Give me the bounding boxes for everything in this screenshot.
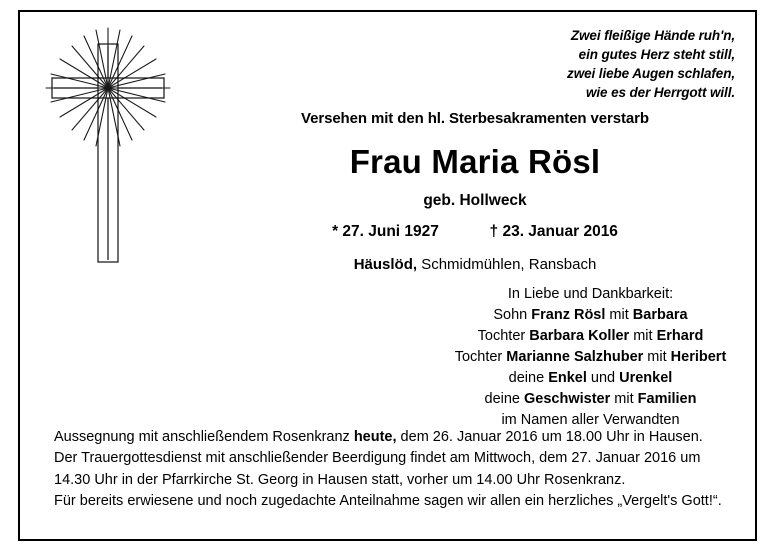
birth-date: * 27. Juni 1927 [332, 223, 439, 240]
thanks-paragraph: Für bereits erwiesene und noch zugedachte Anteilnahme sagen wir allen ein herzliches „Vergelt's Gott!“. [54, 492, 722, 509]
family-2-mid: mit [643, 349, 671, 366]
place-primary: Häuslöd, [353, 256, 418, 273]
verse-line-2: ein gutes Herz steht still, [578, 47, 735, 63]
family-intro: In Liebe und Dankbarkeit: [507, 286, 674, 302]
verse-line-4: wie es der Herrgott will. [585, 85, 735, 101]
family-0-partner: Barbara [632, 307, 688, 324]
family-2-name: Marianne Salzhuber [506, 349, 644, 366]
family-line-daughter-1 [418, 326, 763, 347]
family-3-pre: deine [508, 370, 549, 387]
deceased-block [210, 110, 740, 273]
family-1-name: Barbara Koller [529, 328, 630, 345]
verse-block [567, 26, 735, 103]
family-3-partner: Urenkel [619, 370, 673, 387]
service-details-block [54, 427, 725, 512]
family-4-name: Geschwister [524, 391, 611, 408]
obituary-notice-card [18, 10, 757, 541]
service-paragraph [54, 427, 725, 491]
family-4-partner: Familien [637, 391, 697, 408]
place-others: Schmidmühlen, Ransbach [417, 256, 597, 273]
family-1-partner: Erhard [656, 328, 704, 345]
deceased-name: Frau Maria Rösl [349, 143, 601, 180]
family-1-mid: mit [629, 328, 657, 345]
family-2-pre: Tochter [454, 349, 507, 366]
family-line-daughter-2 [418, 347, 763, 368]
family-0-mid: mit [605, 307, 633, 324]
family-0-name: Franz Rösl [531, 307, 606, 324]
family-1-pre: Tochter [477, 328, 530, 345]
family-line-siblings [418, 389, 763, 410]
sacrament-line: Versehen mit den hl. Sterbesakramenten verstarb [301, 110, 649, 127]
verse-line-1: Zwei fleißige Hände ruh'n, [570, 28, 735, 43]
family-line-son [418, 305, 763, 326]
family-4-pre: deine [484, 391, 525, 408]
family-block [418, 284, 763, 431]
service-text-b: dem 26. Januar 2016 um 18.00 Uhr in Hausen. Der Trauergottesdienst mit anschließender Beerdigung findet am Mittwoch, dem 27. Januar 2016 um 14.30 Uhr in der Pfarrkirche St. Georg in Hausen statt, vorher um 14.00 Uhr Rosenkranz. [54, 429, 703, 488]
life-dates [210, 223, 740, 241]
family-3-mid: und [586, 370, 620, 387]
family-line-grandchildren [418, 368, 763, 389]
maiden-name: geb. Hollweck [423, 192, 527, 209]
places-line [210, 256, 740, 273]
death-date: † 23. Januar 2016 [489, 223, 618, 240]
family-closing: im Namen aller Verwandten [501, 412, 680, 429]
family-0-pre: Sohn [493, 307, 532, 324]
family-3-name: Enkel [548, 370, 587, 387]
verse-line-3: zwei liebe Augen schlafen, [567, 66, 735, 82]
service-text-a: Aussegnung mit anschließendem Rosenkranz [54, 429, 354, 445]
radiant-cross-illustration [30, 26, 220, 276]
family-2-partner: Heribert [670, 349, 727, 366]
family-4-mid: mit [610, 391, 638, 408]
service-today-emphasis: heute, [353, 429, 397, 445]
